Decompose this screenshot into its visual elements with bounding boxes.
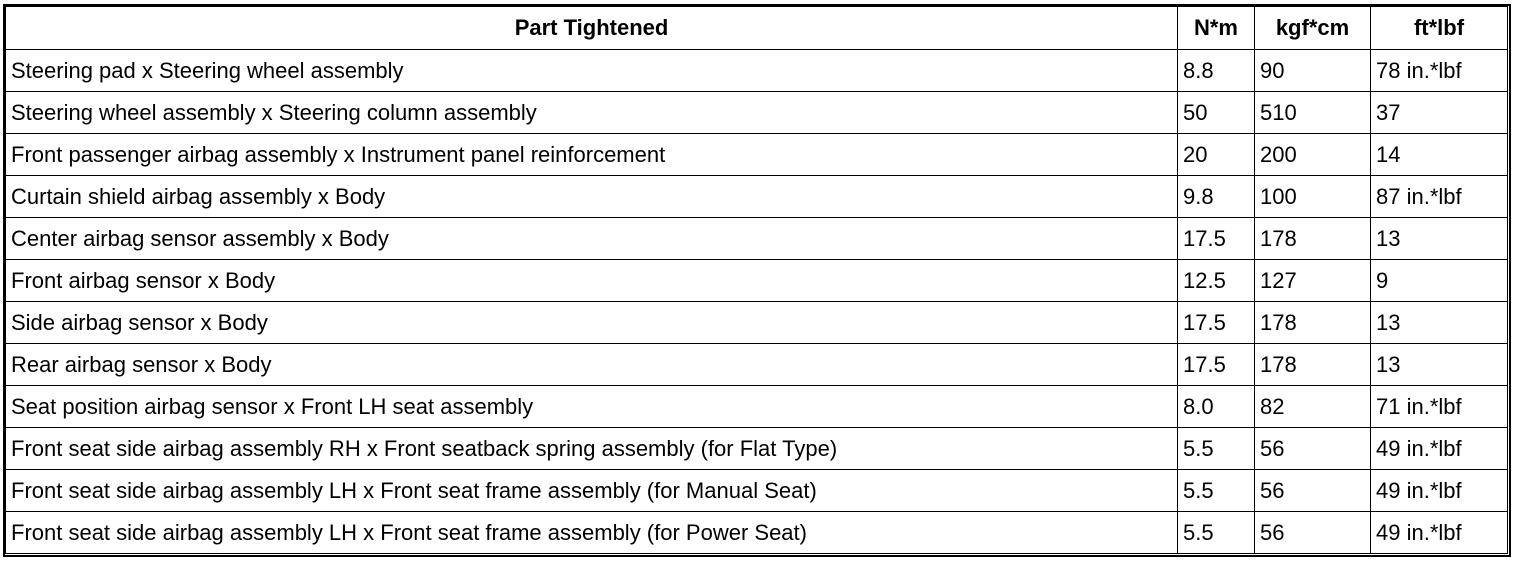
part-cell: Curtain shield airbag assembly x Body <box>6 176 1178 218</box>
nm-cell: 17.5 <box>1178 302 1255 344</box>
table-row <box>6 50 1508 92</box>
nm-cell: 8.0 <box>1178 386 1255 428</box>
kgf-cm-cell: 82 <box>1255 386 1371 428</box>
part-cell: Steering pad x Steering wheel assembly <box>6 50 1178 92</box>
part-cell: Center airbag sensor assembly x Body <box>6 218 1178 260</box>
part-cell: Front passenger airbag assembly x Instrument panel reinforcement <box>6 134 1178 176</box>
table-row <box>6 386 1508 428</box>
part-cell: Steering wheel assembly x Steering column assembly <box>6 92 1178 134</box>
kgf-cm-cell: 127 <box>1255 260 1371 302</box>
nm-cell: 5.5 <box>1178 512 1255 554</box>
table-row <box>6 302 1508 344</box>
kgf-cm-cell: 56 <box>1255 470 1371 512</box>
part-cell: Front seat side airbag assembly LH x Front seat frame assembly (for Manual Seat) <box>6 470 1178 512</box>
table-row <box>6 428 1508 470</box>
header-row <box>6 7 1508 50</box>
part-cell: Side airbag sensor x Body <box>6 302 1178 344</box>
kgf-cm-cell: 178 <box>1255 218 1371 260</box>
nm-cell: 17.5 <box>1178 218 1255 260</box>
ft-lbf-cell: 13 <box>1371 344 1508 386</box>
header-kgf-cm: kgf*cm <box>1255 7 1371 50</box>
nm-cell: 12.5 <box>1178 260 1255 302</box>
part-cell: Front seat side airbag assembly RH x Front seatback spring assembly (for Flat Type) <box>6 428 1178 470</box>
part-cell: Rear airbag sensor x Body <box>6 344 1178 386</box>
ft-lbf-cell: 49 in.*lbf <box>1371 428 1508 470</box>
table-row <box>6 134 1508 176</box>
table-body <box>6 50 1508 554</box>
nm-cell: 8.8 <box>1178 50 1255 92</box>
table-header <box>6 7 1508 50</box>
table-row <box>6 260 1508 302</box>
ft-lbf-cell: 13 <box>1371 302 1508 344</box>
kgf-cm-cell: 510 <box>1255 92 1371 134</box>
header-nm: N*m <box>1178 7 1255 50</box>
torque-spec-table <box>5 6 1508 554</box>
part-cell: Front seat side airbag assembly LH x Front seat frame assembly (for Power Seat) <box>6 512 1178 554</box>
header-ft-lbf: ft*lbf <box>1371 7 1508 50</box>
nm-cell: 9.8 <box>1178 176 1255 218</box>
header-part-tightened: Part Tightened <box>6 7 1178 50</box>
kgf-cm-cell: 100 <box>1255 176 1371 218</box>
ft-lbf-cell: 71 in.*lbf <box>1371 386 1508 428</box>
nm-cell: 5.5 <box>1178 470 1255 512</box>
part-cell: Seat position airbag sensor x Front LH seat assembly <box>6 386 1178 428</box>
ft-lbf-cell: 49 in.*lbf <box>1371 512 1508 554</box>
kgf-cm-cell: 178 <box>1255 302 1371 344</box>
table-row <box>6 92 1508 134</box>
table-row <box>6 470 1508 512</box>
kgf-cm-cell: 56 <box>1255 512 1371 554</box>
nm-cell: 5.5 <box>1178 428 1255 470</box>
kgf-cm-cell: 178 <box>1255 344 1371 386</box>
ft-lbf-cell: 14 <box>1371 134 1508 176</box>
table-row <box>6 512 1508 554</box>
ft-lbf-cell: 78 in.*lbf <box>1371 50 1508 92</box>
nm-cell: 50 <box>1178 92 1255 134</box>
nm-cell: 20 <box>1178 134 1255 176</box>
part-cell: Front airbag sensor x Body <box>6 260 1178 302</box>
kgf-cm-cell: 200 <box>1255 134 1371 176</box>
kgf-cm-cell: 56 <box>1255 428 1371 470</box>
table-row <box>6 176 1508 218</box>
ft-lbf-cell: 9 <box>1371 260 1508 302</box>
ft-lbf-cell: 87 in.*lbf <box>1371 176 1508 218</box>
ft-lbf-cell: 13 <box>1371 218 1508 260</box>
table-row <box>6 218 1508 260</box>
ft-lbf-cell: 37 <box>1371 92 1508 134</box>
kgf-cm-cell: 90 <box>1255 50 1371 92</box>
ft-lbf-cell: 49 in.*lbf <box>1371 470 1508 512</box>
nm-cell: 17.5 <box>1178 344 1255 386</box>
table-row <box>6 344 1508 386</box>
